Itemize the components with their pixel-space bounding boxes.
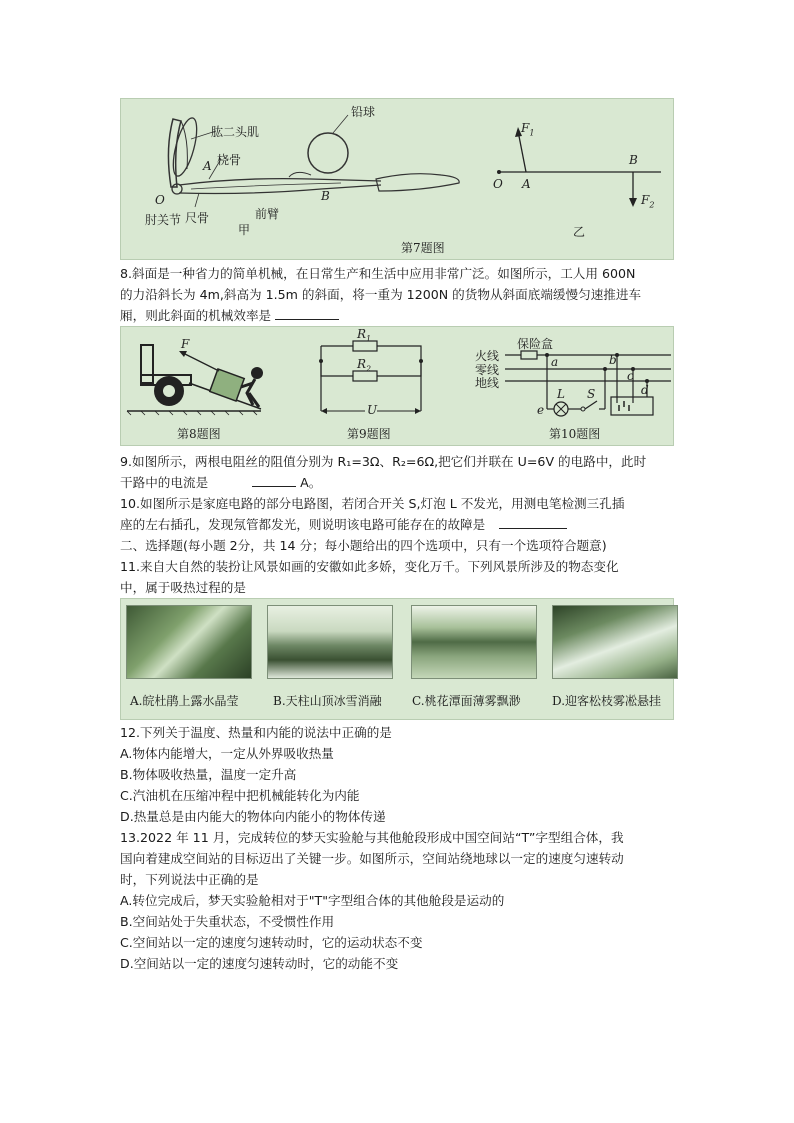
- q8-line2: 的力沿斜长为 4m,斜高为 1.5m 的斜面，将一重为 1200N 的货物从斜面底端缓慢匀速推进车: [120, 287, 642, 302]
- fig10-label-b: b: [609, 353, 617, 367]
- q13-option-a[interactable]: A.转位完成后，梦天实验舱相对于"T"字型组合体的其他舱段是运动的: [120, 893, 505, 908]
- q13-option-c[interactable]: C.空间站以一定的速度匀速转动时，它的运动状态不变: [120, 935, 423, 950]
- q11-option-a[interactable]: A.皖杜鹃上露水晶莹: [130, 694, 239, 708]
- q9-answer-blank[interactable]: [252, 473, 296, 487]
- figure-7: [120, 98, 674, 260]
- figure-8-caption: 第8题图: [177, 427, 221, 441]
- label-a-arm: A: [203, 159, 212, 173]
- q13-option-b[interactable]: B.空间站处于失重状态，不受惯性作用: [120, 914, 335, 929]
- label-f1: $F_1$: [521, 121, 535, 138]
- fig10-label-d: d: [641, 383, 649, 397]
- label-radius: 桡骨: [217, 153, 242, 167]
- section-2-heading: 二、选择题(每小题 2分，共 14 分；每小题给出的四个选项中，只有一个选项符合题意): [120, 538, 607, 553]
- q12-option-c[interactable]: C.汽油机在压缩冲程中把机械能转化为内能: [120, 788, 360, 803]
- q12-option-a[interactable]: A.物体内能增大，一定从外界吸收热量: [120, 746, 334, 761]
- fig10-label-c: c: [627, 369, 634, 383]
- photo-a-azalea-dew: [126, 605, 252, 679]
- q11-line1: 11.来自大自然的装扮让风景如画的安徽如此多娇，变化万千。下列风景所涉及的物态变化: [120, 559, 619, 574]
- photo-b-tianzhu-snow: [267, 605, 393, 679]
- fig10-label-ground: 地线: [475, 376, 500, 390]
- q10-line1: 10.如图所示是家庭电路的部分电路图，若闭合开关 S,灯泡 L 不发光，用测电笔检测三孔插: [120, 496, 625, 511]
- fig10-label-lamp: L: [557, 387, 565, 401]
- fig8-label-f: F: [181, 337, 190, 351]
- photo-c-taohuatan-mist: [411, 605, 537, 679]
- q12-option-b[interactable]: B.物体吸收热量，温度一定升高: [120, 767, 297, 782]
- label-o-lever: O: [493, 177, 503, 191]
- label-yi: 乙: [573, 225, 586, 239]
- label-b-arm: B: [321, 189, 330, 203]
- q8-answer-blank[interactable]: [275, 306, 339, 320]
- q10-line2: 座的左右插孔，发现氖管都发光，则说明该电路可能存在的故障是: [120, 514, 680, 535]
- label-o-arm: O: [155, 193, 165, 207]
- label-ulna: 尺骨: [185, 211, 210, 225]
- label-ball: 铅球: [351, 105, 376, 119]
- q9-line2: 干路中的电流是 A。: [120, 475, 322, 490]
- q9-line1: 9.如图所示，两根电阻丝的阻值分别为 R₁=3Ω、R₂=6Ω,把它们并联在 U=6V 的电路中，此时: [120, 454, 647, 469]
- figure-7-drawing: [121, 99, 673, 259]
- q12-option-d[interactable]: D.热量总是由内能大的物体向内能小的物体传递: [120, 809, 386, 824]
- q10-answer-blank[interactable]: [499, 515, 567, 529]
- figure-10-caption: 第10题图: [549, 427, 601, 441]
- fig9-label-r1: $R_1$: [357, 327, 372, 344]
- q13-line1: 13.2022 年 11 月，完成转位的梦天实验舱与其他舱段形成中国空间站“T”字型组合体，我: [120, 830, 624, 845]
- q13-line3: 时，下列说法中正确的是: [120, 872, 259, 887]
- figure-9-caption: 第9题图: [347, 427, 391, 441]
- fig9-label-u: U: [367, 403, 378, 417]
- figure-7-caption: 第7题图: [401, 241, 445, 255]
- q11-option-c[interactable]: C.桃花潭面薄雾飘渺: [412, 694, 521, 708]
- q13-line2: 国向着建成空间站的目标迈出了关键一步。如图所示，空间站绕地球以一定的速度匀速转动: [120, 851, 624, 866]
- q8-line1: 8.斜面是一种省力的简单机械，在日常生产和生活中应用非常广泛。如图所示，工人用 600N: [120, 266, 636, 281]
- label-elbow: 肘关节: [145, 213, 182, 227]
- q11-option-d[interactable]: D.迎客松枝雾凇悬挂: [552, 694, 662, 708]
- label-forearm: 前臂: [255, 207, 280, 221]
- q11-option-b[interactable]: B.天柱山顶冰雪消融: [273, 694, 382, 708]
- q8-line3: 厢，则此斜面的机械效率是: [120, 305, 680, 326]
- fig9-label-r2: $R_2$: [357, 357, 372, 374]
- q11-line2: 中，属于吸热过程的是: [120, 580, 246, 595]
- q13-option-d[interactable]: D.空间站以一定的速度匀速转动时，它的动能不变: [120, 956, 399, 971]
- label-a-lever: A: [522, 177, 531, 191]
- label-f2: $F_2$: [641, 193, 655, 210]
- label-jia: 甲: [238, 223, 251, 237]
- fig10-label-e: e: [537, 403, 545, 417]
- fig10-label-live: 火线: [475, 349, 500, 363]
- fig10-label-switch: S: [587, 387, 596, 401]
- fig10-label-fuse: 保险盒: [517, 337, 554, 351]
- q12-stem: 12.下列关于温度、热量和内能的说法中正确的是: [120, 725, 392, 740]
- fig10-label-neutral: 零线: [475, 363, 500, 377]
- photo-d-pine-rime: [552, 605, 678, 679]
- label-biceps: 肱二头肌: [211, 125, 260, 139]
- figures-8-9-10: [120, 326, 674, 446]
- fig10-label-a: a: [551, 355, 559, 369]
- label-b-lever: B: [629, 153, 638, 167]
